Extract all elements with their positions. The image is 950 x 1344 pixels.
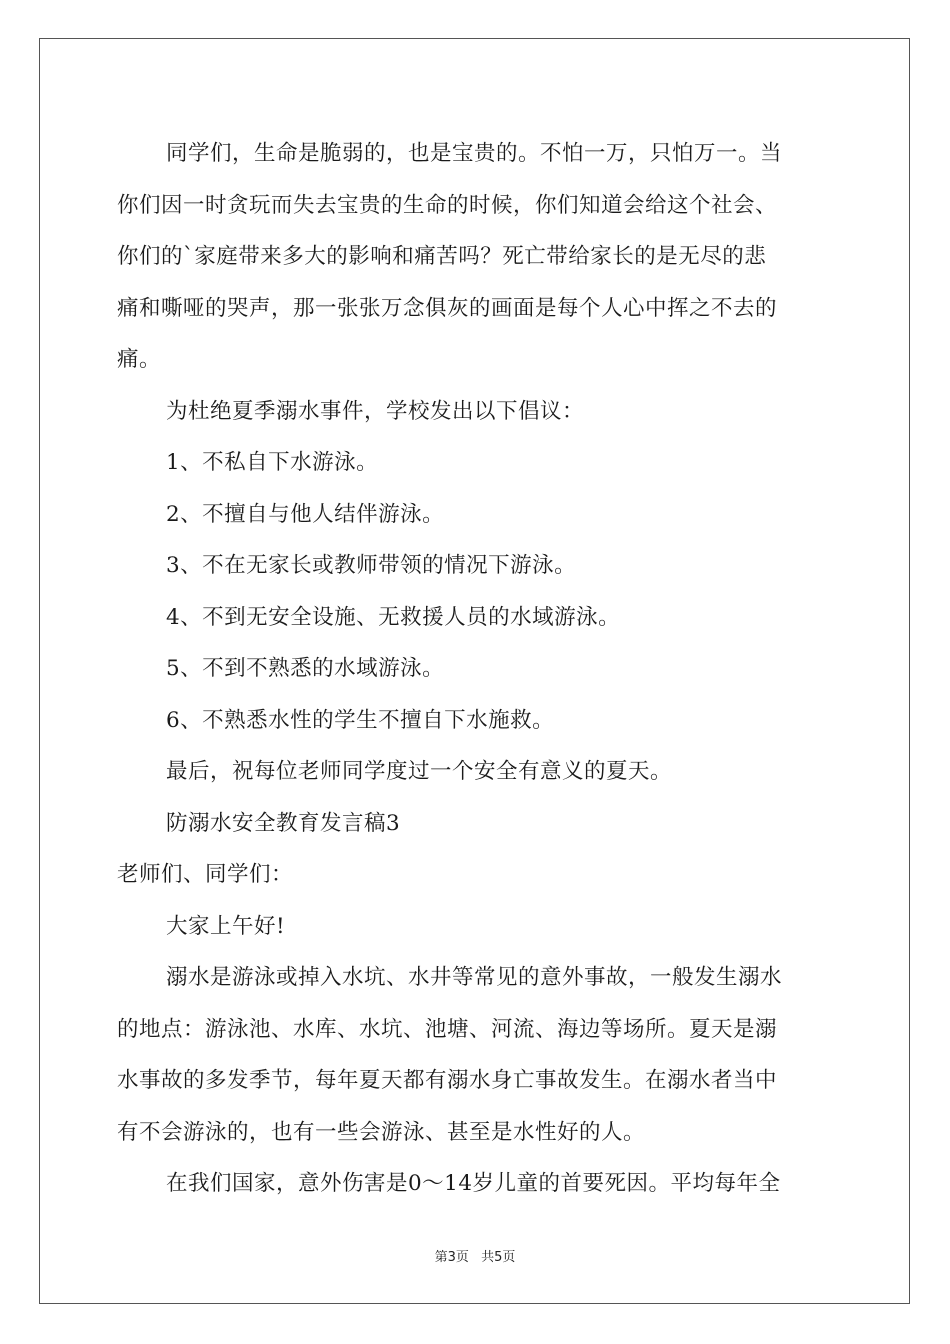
text-line: 在我们国家，意外伤害是0～14岁儿童的首要死因。平均每年全: [166, 1171, 781, 1196]
paragraph: [117, 592, 837, 644]
text-line: 1、不私自下水游泳。: [166, 450, 379, 475]
paragraph: [117, 489, 837, 541]
paragraph: [117, 901, 837, 953]
text-line: 有不会游泳的，也有一些会游泳、甚至是水性好的人。: [117, 1119, 646, 1145]
text-line: 老师们、同学们：: [117, 862, 294, 887]
text-line: 同学们，生命是脆弱的，也是宝贵的。不怕一万，只怕万一。当: [166, 141, 783, 166]
document-body: [117, 128, 837, 1210]
paragraph: [117, 1158, 837, 1210]
text-line: 4、不到无安全设施、无救援人员的水域游泳。: [166, 604, 621, 630]
paragraph: [117, 746, 837, 798]
paragraph: [117, 540, 837, 592]
text-line: 最后，祝每位老师同学度过一个安全有意义的夏天。: [166, 759, 673, 784]
text-line: 你们因一时贪玩而失去宝贵的生命的时候，你们知道会给这个社会、: [117, 192, 778, 218]
paragraph: [117, 437, 837, 489]
paragraph: [117, 849, 837, 901]
text-line: 3、不在无家长或教师带领的情况下游泳。: [166, 553, 577, 578]
text-line: 2、不擅自与他人结伴游泳。: [166, 501, 445, 527]
paragraph: [117, 695, 837, 747]
paragraph: [117, 952, 837, 1158]
text-line: 防溺水安全教育发言稿3: [166, 810, 401, 836]
paragraph: [117, 643, 837, 695]
paragraph: [117, 128, 837, 386]
text-line: 大家上午好!: [166, 913, 286, 939]
text-line: 痛。: [117, 347, 162, 372]
text-line: 5、不到不熟悉的水域游泳。: [166, 656, 445, 681]
paragraph: [117, 798, 837, 850]
text-line: 为杜绝夏季溺水事件，学校发出以下倡议：: [166, 398, 585, 424]
text-line: 痛和嘶哑的哭声，那一张张万念俱灰的画面是每个人心中挥之不去的: [117, 295, 778, 321]
total-pages: 共5页: [481, 1250, 516, 1265]
text-line: 水事故的多发季节，每年夏天都有溺水身亡事故发生。在溺水者当中: [117, 1068, 778, 1093]
page-footer: [0, 1246, 950, 1265]
text-line: 的地点：游泳池、水库、水坑、池塘、河流、海边等场所。夏天是溺: [117, 1016, 778, 1042]
paragraph: [117, 386, 837, 438]
current-page-number: 第3页: [434, 1250, 469, 1265]
text-line: 溺水是游泳或掉入水坑、水井等常见的意外事故，一般发生溺水: [166, 965, 783, 990]
text-line: 6、不熟悉水性的学生不擅自下水施救。: [166, 707, 555, 733]
text-line: 你们的`家庭带来多大的影响和痛苦吗？死亡带给家长的是无尽的悲: [117, 244, 767, 269]
